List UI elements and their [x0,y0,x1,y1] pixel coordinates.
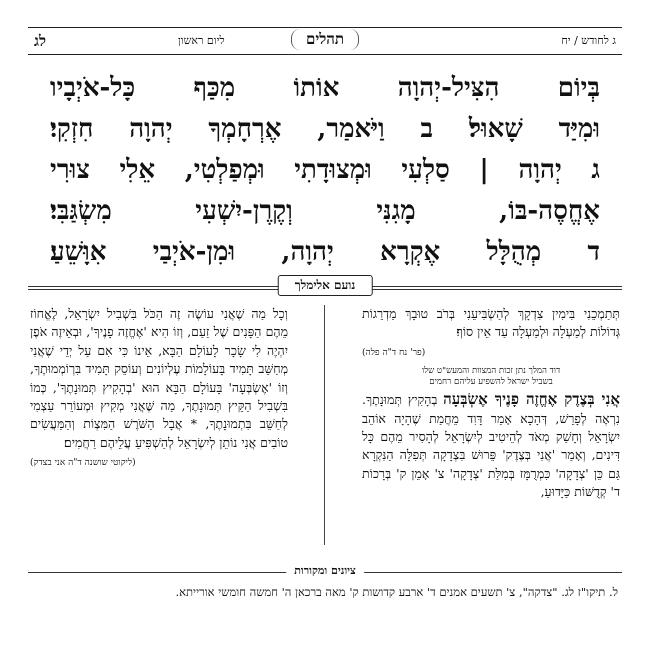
commentary-title: נועם אלימלך [278,275,373,296]
verse-line: וּמִיַּד שָׁאוּל׃ ב וַיֹּאמַר, אֶרְחָמְךָ יְהוָה חִזְקִי׃ [50,114,600,144]
psalm-verses [50,68,600,268]
column-divider [324,305,325,545]
verse-lead: אֲנִי בְּצֶדֶק אֶחֱזֶה פָנֶיךָ אֶשְׂבְּעָה [443,390,620,409]
dedication-line: בשביל ישראל להשפיע עליהם רחמים [429,377,553,388]
dedication-heading [362,366,620,388]
verse-line: ד מְהֻלָּל אֶקְרָא יְהוָה, וּמִן-אֹיְבַי אִוָּשֵׁעַ׃ [50,237,600,267]
footnotes-title-bar [28,564,622,580]
intro-source: (פר' נח ד"ה פלה) [362,347,426,358]
commentary-body-left: וְכָל מַה שֶׁאֲנִי עוֹשֶׂה זֶה הַכֹּל בִּשְׁבִיל יִשְׂרָאֵל, לֶאֱחוֹז מֵהֶם הַפָּנִים שֶׁל זַעַם, וְזוֹ הִיא 'אֶחֱזֶה פָנֶיךָ', וּבְאֵיזֶה אֹפֶן יִהְיֶה לִי שָׂכָר לָעוֹלָם הַבָּא, אֵינוֹ כִּי אִם עַל יְדֵי שֶׁאֲנִי מְחַשֵּׁב תָּמִיד בָּעוֹלָמוֹת עֶלְיוֹנִים וְעוֹסֵק תָּמִיד בִּרְוֹמְמוּתֶךָ, וְזוֹ 'אֶשְׂבְּעָה' בָּעוֹלָם הַבָּא הוּא 'בְהָקִיץ תְּמוּנָתֶךָ', כְּמוֹ בִּשְׁבִיל הַקֵּיץ תְּמוּנָתֶךָ, מַה שֶּׁאֲנִי מְקִיץ וּמְעוֹרֵר עַצְמִי לְחַשֵּׁב בִּתְמוּנָתֶךָ, * אֲבָל הַשֹּׁרֶשׁ הַמִּצְוֹת וְהַמַּעֲשִׂים טוֹבִים אֲנִי נוֹתֵן לְיִשְׂרָאֵל לְהַשְׁפִּיעַ עֲלֵיהֶם רַחֲמִים׃ [30,306,288,450]
running-header [28,27,622,55]
footnote-text: ל. תיקו"ז לג. "צדקה", צ' תשעים אמנים ד' ארבע קדושות ק' מאה ברכאן ה' חמשה חומשי אורייתא. [175,585,618,599]
day-of-week-label: ליום ראשון [178,34,225,47]
page-number: לג [34,32,46,50]
commentary-body-right: בְהָקִיץ תְּמוּנָתֶךָ. נִרְאֶה לְפָרֵשׁ, דְּהָכָא אָמַר דָּוִד מֵחֲמַת שֶׁהָיָה אוֹהֵב יִשְׂרָאֵל וְחָשַׁק מְאֹד לְהֵיטִיב לְיִשְׂרָאֵל לְהָסִיר מֵהֶם כָּל דִּינִים, וְאָמַר 'אֲנִי בְּצֶדֶק' פֵּרוּשׁ בִּצְדָקָה תְּפִלָּה הַנִּקְרָא גַּם כֵּן 'צְדָקָה' כִּמְרֻמָּז בְּמִלַּת 'צְדָקָה' צ' אָמֵן ק' בְּרָכוֹת ד' קְדֻשּׁוֹת כַּיָּדוּעַ, [362,392,620,500]
verse-line: ג יְהוָה | סַלְעִי וּמְצוּדָתִי וּמְפַלְטִי, אֵלִי צוּרִי [50,155,600,185]
verse-line: בְּיוֹם הִצִּיל-יְהוָה אוֹתוֹ מִכַּף כָּל-אֹיְבָיו [50,73,600,103]
left-source: (ליקוטי שושנה ד"ה אני בצדק) [30,458,136,469]
commentary-title-bar [28,275,622,297]
book-title: תהלים [291,29,359,50]
dedication-line: דוד המלך נתן זכות המצוות והמעש"ט שלו [421,366,561,377]
verse-line: אֶחֱסֶה-בּוֹ, מָגִנִּי וְקֶרֶן-יִשְׁעִי מִשְׂגַּבִּי׃ [50,196,600,226]
commentary-left-column [30,305,288,473]
commentary-right-column [362,305,620,502]
footnotes-title: ציונים ומקורות [286,564,364,577]
day-of-month-label: ג לחודש / יח [561,34,616,47]
commentary-intro: תְּתַמְכֵנִי בִּימִין צִדְקָךְ לְהַשְׂבִּיעֵנִי בְּרֹב טוּבָךְ מַדְרֵגוֹת גְּדוֹלוֹת לְמַעְלָה וּלְמַעְלָה עַד אֵין סוֹף׃ [362,306,620,340]
